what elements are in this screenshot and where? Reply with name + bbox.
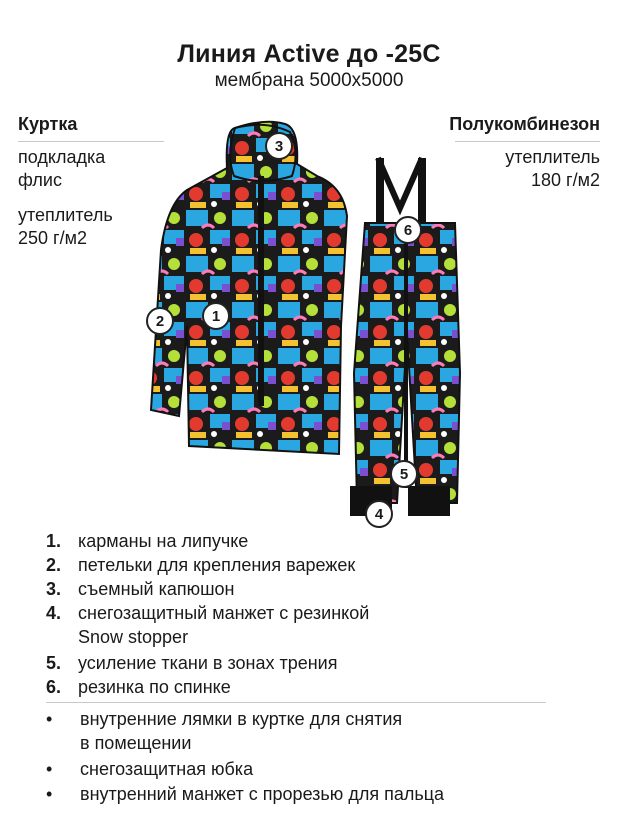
snowsuit-illustration xyxy=(140,118,480,538)
feature-number: 4. xyxy=(46,603,62,623)
feature-text: снегозащитный манжет с резинкой xyxy=(78,603,370,623)
extra-text: внутренние лямки в куртке для снятия xyxy=(80,709,403,729)
feature-text: усиление ткани в зонах трения xyxy=(78,653,338,673)
list-divider xyxy=(46,702,546,703)
extra-text: снегозащитная юбка xyxy=(80,759,254,779)
extra-text-continued: в помещении xyxy=(80,733,192,753)
feature-number: 6. xyxy=(46,677,62,697)
jacket-lining xyxy=(18,146,105,192)
callout-badge-2: 2 xyxy=(146,307,174,335)
feature-number: 1. xyxy=(46,531,62,551)
jacket-insulation-label: утеплитель xyxy=(18,205,113,225)
jacket-heading: Куртка xyxy=(18,114,78,134)
jacket-lining-value: флис xyxy=(18,170,62,190)
feature-text: карманы на липучке xyxy=(78,531,249,551)
feature-text: резинка по спинке xyxy=(78,677,231,697)
bullet-dot: • xyxy=(46,709,53,729)
callout-badge-4: 4 xyxy=(365,500,393,528)
feature-number: 5. xyxy=(46,653,62,673)
overalls-insulation-label: утеплитель xyxy=(505,147,600,167)
callout-badge-1: 1 xyxy=(202,302,230,330)
jacket-insulation-value: 250 г/м2 xyxy=(18,228,87,248)
product-image xyxy=(140,118,480,538)
overalls-insulation xyxy=(505,146,600,192)
feature-number: 2. xyxy=(46,555,62,575)
callout-badge-3: 3 xyxy=(265,132,293,160)
extra-text: внутренний манжет с прорезью для пальца xyxy=(80,784,445,804)
feature-number: 3. xyxy=(46,579,62,599)
callout-badge-5: 5 xyxy=(390,460,418,488)
jacket-shape xyxy=(151,122,347,454)
page-title: Линия Active до -25С xyxy=(177,40,441,68)
feature-text: петельки для крепления варежек xyxy=(78,555,356,575)
callout-badge-6: 6 xyxy=(394,216,422,244)
overalls-insulation-value: 180 г/м2 xyxy=(531,170,600,190)
jacket-lining-label: подкладка xyxy=(18,147,106,167)
page-subtitle: мембрана 5000х5000 xyxy=(214,70,404,91)
bullet-dot: • xyxy=(46,759,53,779)
feature-text-continued: Snow stopper xyxy=(78,627,189,647)
bullet-dot: • xyxy=(46,784,53,804)
overalls-heading: Полукомбинезон xyxy=(449,114,600,134)
feature-text: съемный капюшон xyxy=(78,579,235,599)
jacket-insulation xyxy=(18,204,113,250)
